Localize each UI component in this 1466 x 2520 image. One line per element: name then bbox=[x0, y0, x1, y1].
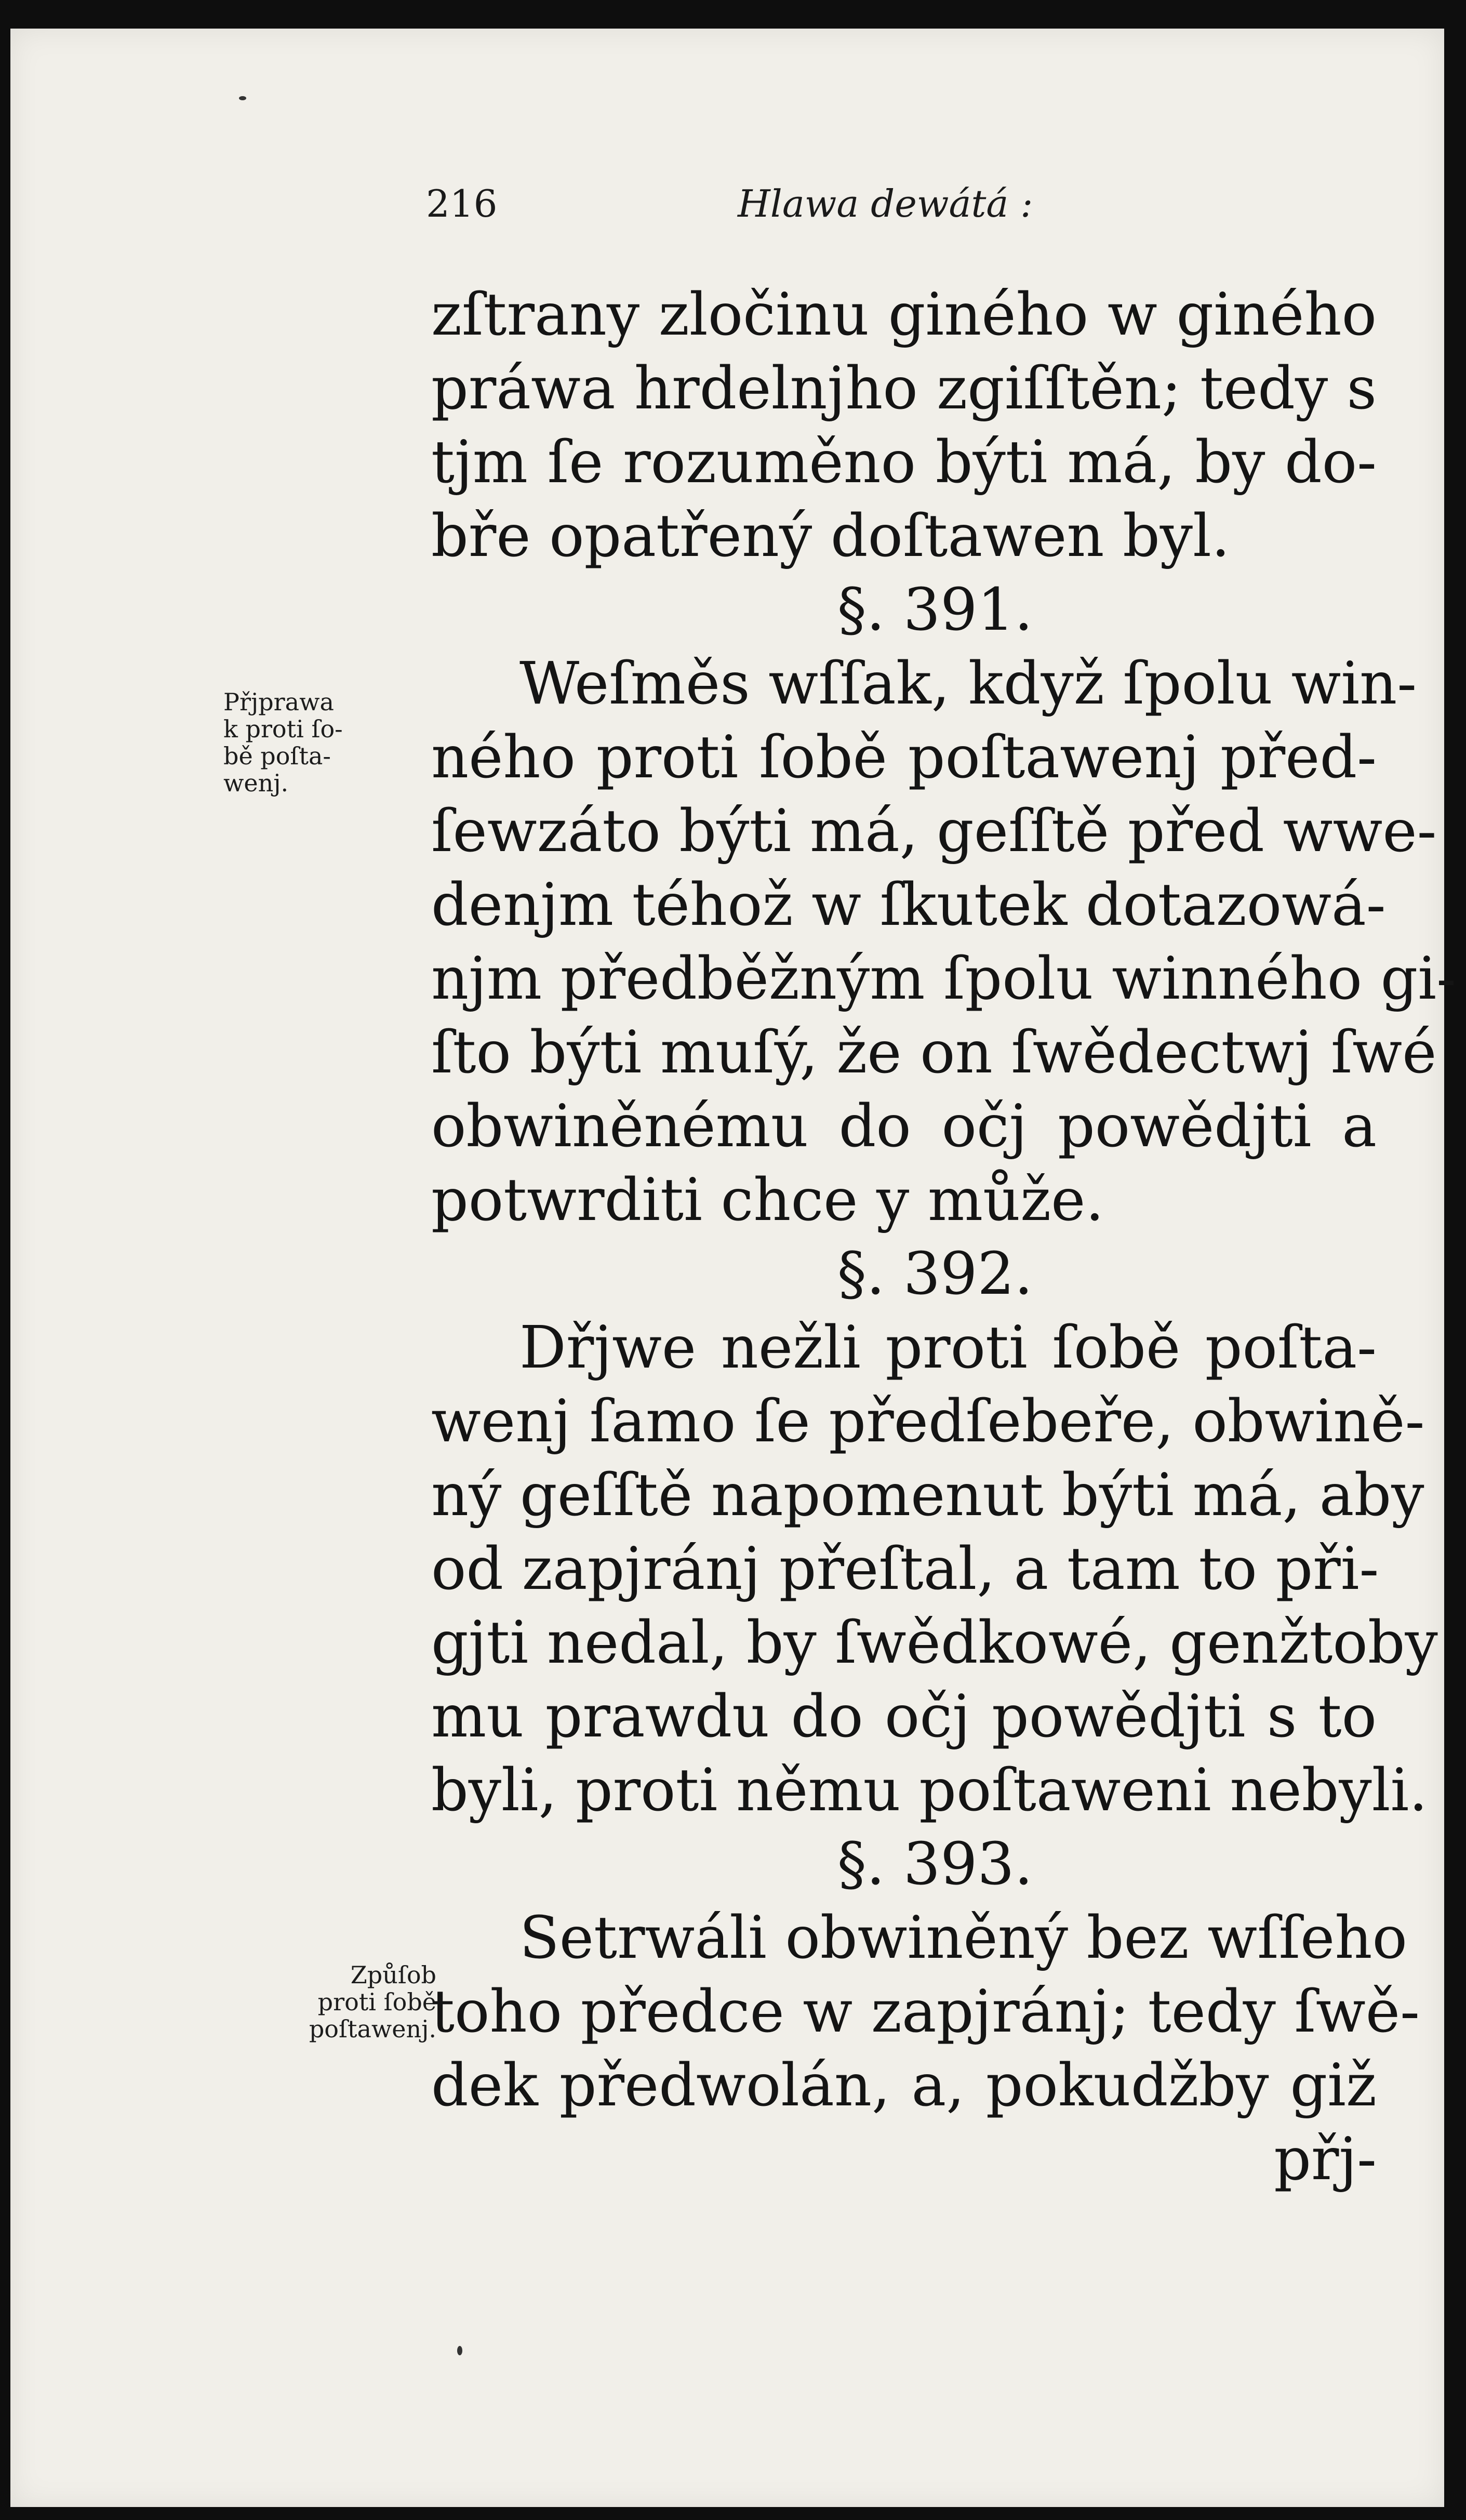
text-line: wenj ſamo ſe předſebeře, obwině- bbox=[431, 1388, 1425, 1455]
text-line: ného proti ſobě poſtawenj před- bbox=[431, 724, 1377, 791]
text-line: njm předběžným ſpolu winného gi- bbox=[431, 945, 1456, 1013]
section-heading-393: §. 393. bbox=[837, 1831, 1033, 1898]
margin-note-line: Přjprawa bbox=[223, 688, 334, 716]
text-line: bře opatřený doſtawen byl. bbox=[431, 502, 1230, 570]
margin-note-line: poſtawenj. bbox=[309, 2015, 436, 2043]
margin-note-line: wenj. bbox=[223, 769, 289, 797]
section-heading-391: §. 391. bbox=[837, 576, 1033, 644]
margin-note-line: Způſob bbox=[350, 1961, 436, 1989]
page-number: 216 bbox=[426, 182, 498, 226]
text-line: tjm ſe rozuměno býti má, by do- bbox=[431, 429, 1377, 496]
text-line: ſewzáto býti má, geſſtě před wwe- bbox=[431, 798, 1437, 865]
body-text bbox=[431, 278, 1456, 2196]
margin-note-line: bě poſta- bbox=[223, 742, 331, 770]
text-line: toho předce w zapjránj; tedy ſwě- bbox=[431, 1978, 1420, 2046]
text-line: Dřjwe nežli proti ſobě poſta- bbox=[519, 1314, 1377, 1382]
running-head bbox=[10, 182, 1444, 239]
margin-note-line: k proti ſo- bbox=[223, 715, 343, 743]
text-line: ný geſſtě napomenut býti má, aby bbox=[431, 1462, 1424, 1529]
paper-speck bbox=[457, 2346, 462, 2355]
text-line: ſto býti muſý, že on ſwědectwj ſwé bbox=[431, 1019, 1437, 1086]
chapter-title: Hlawa dewátá : bbox=[738, 182, 1033, 226]
text-line: od zapjránj přeſtal, a tam to při- bbox=[431, 1535, 1379, 1603]
text-line: byli, proti němu poſtaweni nebyli. bbox=[431, 1757, 1428, 1824]
text-line: Weſměs wſſak, když ſpolu win- bbox=[519, 650, 1417, 718]
margin-note-preparation bbox=[223, 688, 431, 797]
catchword: přj- bbox=[1274, 2126, 1377, 2193]
text-line: práwa hrdelnjho zgiſſtěn; tedy s bbox=[431, 355, 1377, 422]
book-page bbox=[10, 29, 1456, 2507]
text-line: denjm téhož w ſkutek dotazowá- bbox=[431, 871, 1386, 939]
text-line: zſtrany zločinu giného w giného bbox=[431, 281, 1377, 349]
section-heading-392: §. 392. bbox=[837, 1240, 1033, 1308]
margin-note-method bbox=[218, 1961, 436, 2042]
text-line: gjti nedal, by ſwědkowé, genžtoby bbox=[431, 1609, 1438, 1677]
text-line: mu prawdu do očj powědjti s to bbox=[431, 1683, 1377, 1750]
text-line: Setrwáli obwiněný bez wſſeho bbox=[519, 1904, 1407, 1972]
margin-note-line: proti ſobě bbox=[317, 1988, 436, 2016]
text-line: dek předwolán, a, pokudžby giž bbox=[431, 2052, 1377, 2119]
text-line: obwiněnému do očj powědjti a bbox=[431, 1093, 1377, 1160]
text-line: potwrditi chce y může. bbox=[431, 1166, 1104, 1234]
paper-speck bbox=[239, 96, 246, 100]
